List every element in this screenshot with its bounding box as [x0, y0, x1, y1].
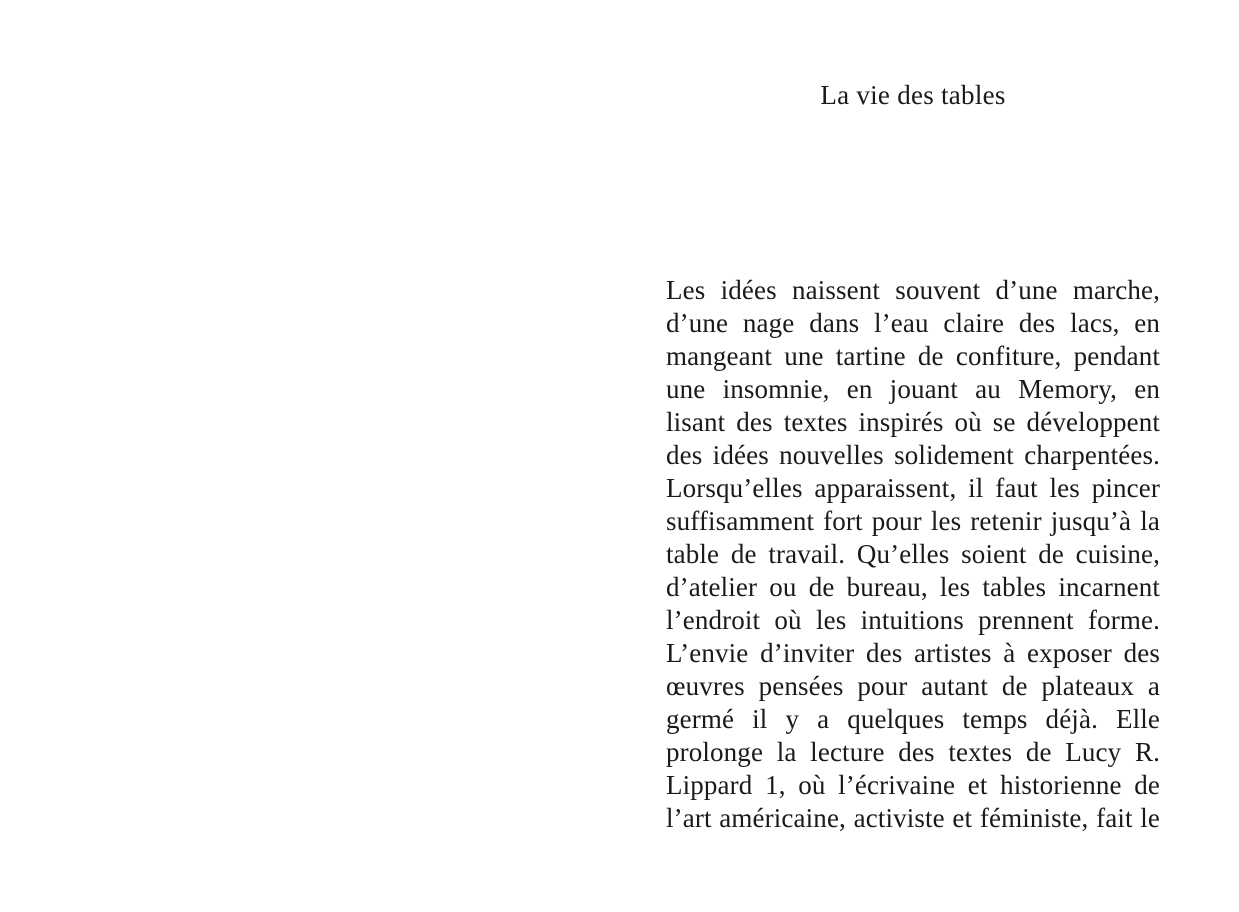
body-line: une insomnie, en jouant au Memory, en: [666, 374, 1160, 404]
body-paragraph: [666, 274, 1160, 835]
body-line: table de travail. Qu’elles soient de cuisine,: [666, 539, 1160, 569]
body-line: l’endroit où les intuitions prennent forme.: [666, 605, 1160, 635]
body-line: d’atelier ou de bureau, les tables incarnent: [666, 572, 1160, 602]
body-line: mangeant une tartine de confiture, pendant: [666, 341, 1160, 371]
body-line: Lorsqu’elles apparaissent, il faut les pincer: [666, 473, 1160, 503]
page-title: La vie des tables: [820, 80, 1006, 110]
body-line: germé il y a quelques temps déjà. Elle: [666, 704, 1160, 734]
body-line: l’art américaine, activiste et féministe, fait le: [666, 803, 1160, 833]
body-line: Lippard 1, où l’écrivaine et historienne de: [666, 770, 1160, 800]
body-line: L’envie d’inviter des artistes à exposer des: [666, 638, 1160, 668]
body-line: prolonge la lecture des textes de Lucy R.: [666, 737, 1160, 767]
body-line: d’une nage dans l’eau claire des lacs, en: [666, 308, 1160, 338]
body-line: œuvres pensées pour autant de plateaux a: [666, 671, 1160, 701]
body-line: des idées nouvelles solidement charpentées.: [666, 440, 1160, 470]
body-line: Les idées naissent souvent d’une marche,: [666, 275, 1160, 305]
body-line: lisant des textes inspirés où se développent: [666, 407, 1160, 437]
body-line: suffisamment fort pour les retenir jusqu’à la: [666, 506, 1160, 536]
